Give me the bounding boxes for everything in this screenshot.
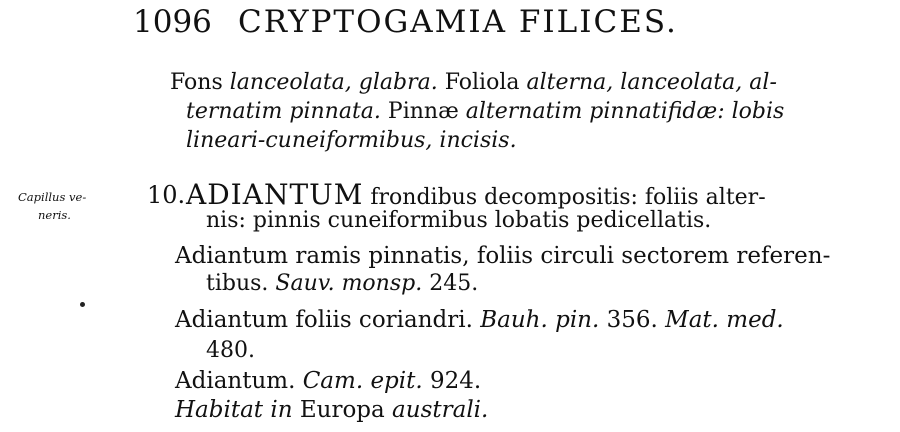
text-fons: Fons (170, 70, 230, 95)
ink-dot (80, 302, 85, 307)
habitat-line (175, 397, 488, 423)
entry-line-2: nis: pinnis cuneiformibus lobatis pedicellatis. (206, 208, 712, 233)
citation-page: 245. (422, 271, 479, 296)
entry-number: 10. (147, 181, 186, 209)
page-number: 1096 (133, 4, 212, 40)
citation: Sauv. monsp. (275, 271, 423, 296)
text-plain: tibus. (206, 271, 276, 296)
text-plain: Europa (292, 397, 393, 423)
margin-note-line-1: Capillus ve- (18, 190, 87, 204)
text-plain: Adiantum foliis coriandri. (175, 307, 481, 333)
genus-name: ADIANTUM (186, 178, 364, 211)
citation: Cam. epit. (302, 368, 423, 394)
description-line-2 (186, 99, 784, 124)
margin-note-line-2: neris. (38, 208, 71, 222)
synonym-3 (175, 368, 481, 394)
citation-page: 356. (599, 307, 666, 333)
diagnosis-text: frondibus decompositis: foliis alter- (363, 185, 766, 210)
citation: Mat. med. (665, 307, 784, 333)
text-italic: alternatim pinnatifidæ: lobis (465, 99, 785, 124)
text-foliola: Foliola (437, 70, 527, 95)
description-line-3: lineari-cuneiformibus, incisis. (186, 128, 517, 153)
text-pinnae: Pinnæ (380, 99, 466, 124)
synonym-1-line-1: Adiantum ramis pinnatis, foliis circuli sectorem referen- (175, 243, 831, 269)
text-plain: Adiantum. (175, 368, 303, 394)
description-line-1 (170, 70, 777, 95)
synonym-1-line-2 (206, 271, 478, 296)
citation: Bauh. pin. (480, 307, 600, 333)
entry-line-1 (186, 178, 766, 211)
text-italic: ternatim pinnata. (186, 99, 381, 124)
text-italic: alterna, lanceolata, al- (526, 70, 777, 95)
text-italic: lanceolata, glabra. (229, 70, 438, 95)
text-italic: australi. (392, 397, 489, 423)
citation-page: 924. (422, 368, 482, 394)
synonym-2-line-2: 480. (206, 338, 255, 363)
synonym-2-line-1 (175, 307, 784, 333)
page-title: CRYPTOGAMIA FILICES. (238, 4, 678, 40)
habitat-label: Habitat in (175, 397, 293, 423)
